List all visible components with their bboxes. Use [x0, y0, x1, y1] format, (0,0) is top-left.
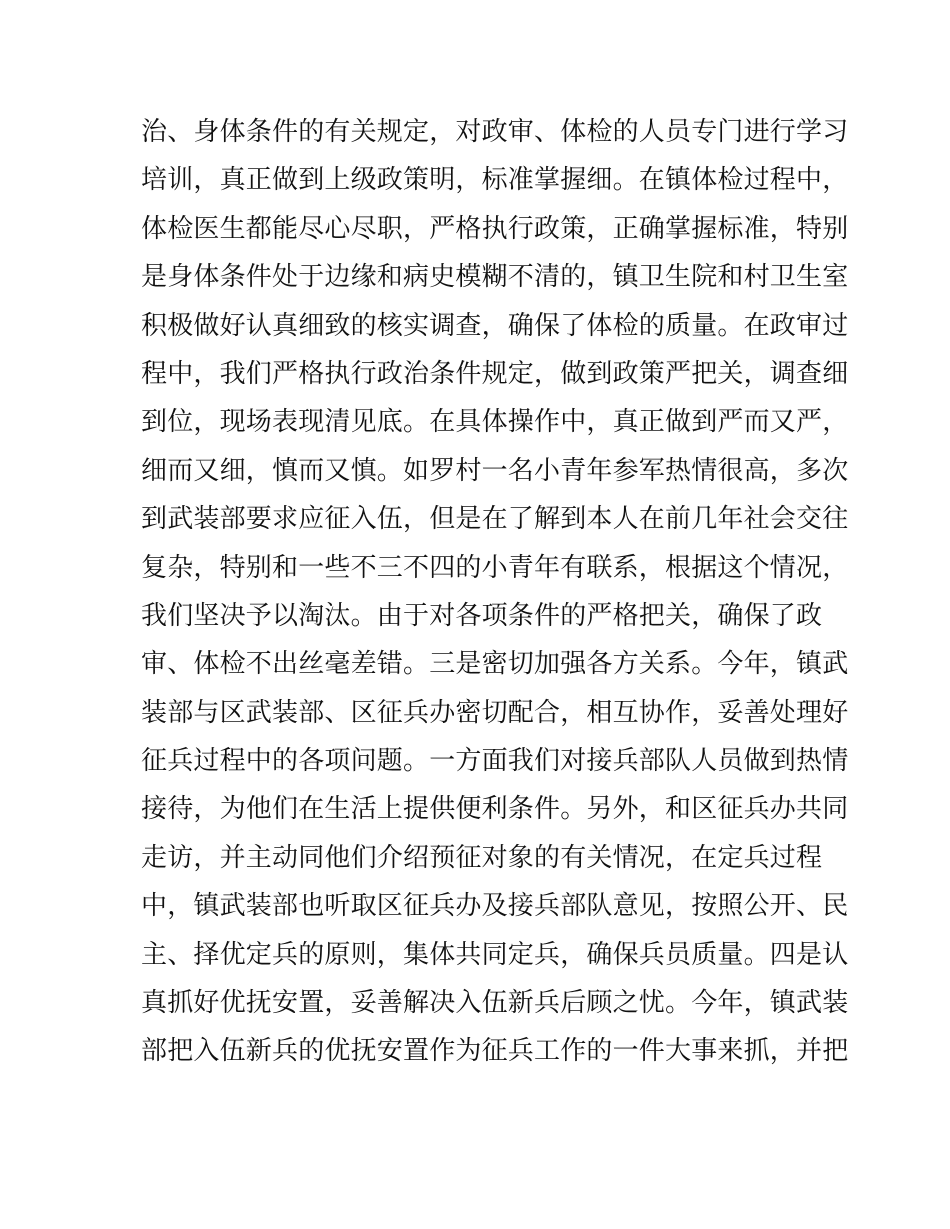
text-line: 培训，真正做到上级政策明，标准掌握细。在镇体检过程中，: [141, 165, 849, 196]
text-line: 复杂，特别和一些不三不四的小青年有联系，根据这个情况，: [141, 552, 849, 583]
text-line: 中，镇武装部也听取区征兵办及接兵部队意见，按照公开、民: [141, 891, 849, 922]
text-line: 部把入伍新兵的优抚安置作为征兵工作的一件大事来抓，并把: [141, 1036, 849, 1067]
text-line: 我们坚决予以淘汰。由于对各项条件的严格把关，确保了政: [141, 600, 823, 631]
text-line: 到位，现场表现清见底。在具体操作中，真正做到严而又严，: [141, 407, 849, 438]
text-line: 走访，并主动同他们介绍预征对象的有关情况，在定兵过程: [141, 842, 823, 873]
text-line: 征兵过程中的各项问题。一方面我们对接兵部队人员做到热情: [141, 746, 849, 777]
text-line: 审、体检不出丝毫差错。三是密切加强各方关系。今年，镇武: [141, 649, 849, 680]
text-line: 体检医生都能尽心尽职，严格执行政策，正确掌握标准，特别: [141, 213, 849, 244]
text-line: 主、择优定兵的原则，集体共同定兵，确保兵员质量。四是认: [141, 939, 849, 970]
text-line: 积极做好认真细致的核实调查，确保了体检的质量。在政审过: [141, 310, 849, 341]
text-line: 程中，我们严格执行政治条件规定，做到政策严把关，调查细: [141, 358, 849, 389]
text-line: 装部与区武装部、区征兵办密切配合，相互协作，妥善处理好: [141, 697, 849, 728]
text-line: 细而又细，慎而又慎。如罗村一名小青年参军热情很高，多次: [141, 455, 849, 486]
text-line: 接待，为他们在生活上提供便利条件。另外，和区征兵办共同: [141, 794, 849, 825]
body-text: [141, 108, 849, 1076]
text-line: 到武装部要求应征入伍，但是在了解到本人在前几年社会交往: [141, 504, 849, 535]
text-line: 真抓好优抚安置，妥善解决入伍新兵后顾之忧。今年，镇武装: [141, 988, 849, 1019]
text-line: 是身体条件处于边缘和病史模糊不清的，镇卫生院和村卫生室: [141, 262, 849, 293]
text-line: 治、身体条件的有关规定，对政审、体检的人员专门进行学习: [141, 117, 849, 147]
